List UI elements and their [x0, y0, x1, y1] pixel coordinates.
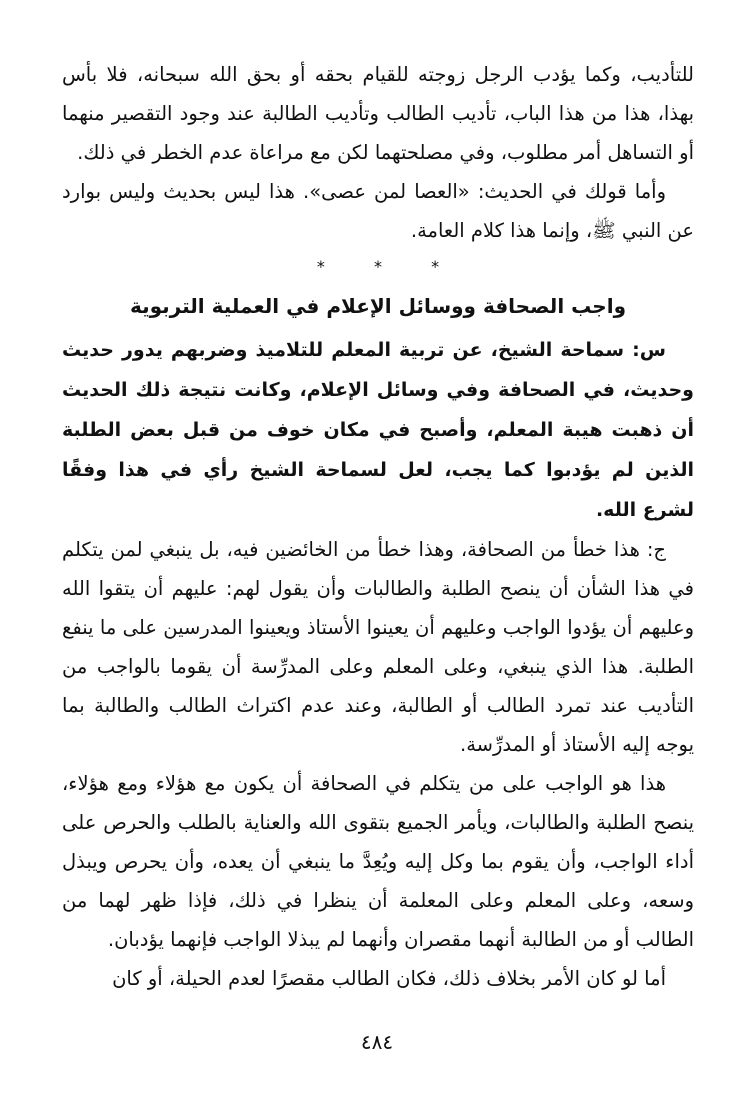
paragraph-hadith-note: وأما قولك في الحديث: «العصا لمن عصى». هذا ليس بحديث وليس بوارد عن النبي ﷺ، وإنما هذا كلام العامة. [62, 180, 694, 242]
section-separator [62, 252, 694, 282]
page-body [62, 55, 694, 998]
question-paragraph: س: سماحة الشيخ، عن تربية المعلم للتلاميذ وضربهم يدور حديث وحديث، في الصحافة وفي وسائل الإعلام، وكانت نتيجة ذلك الحديث أن ذهبت هيبة المعلم، وأصبح في مكان خوف من قبل بعض الطلبة الذين لم يؤدبوا كما يجب، لعل لسماحة الشيخ رأي في هذا وفقًا لشرع الله. [62, 339, 694, 521]
page-number: ٤٨٤ [360, 1030, 394, 1054]
paragraph-discipline: للتأديب، وكما يؤدب الرجل زوجته للقيام بحقه أو بحق الله سبحانه، فلا بأس بهذا، هذا من هذا الباب، تأديب الطالب وتأديب الطالبة عند وجود التقصير منهما أو التساهل أمر مطلوب، وفي مصلحتهما لكن مع مراعاة عدم الخطر في ذلك. [62, 63, 694, 164]
separator-star: * [316, 257, 325, 276]
paragraph-press-duty: هذا هو الواجب على من يتكلم في الصحافة أن يكون مع هؤلاء ومع هؤلاء، ينصح الطلبة والطالبات، ويأمر الجميع بتقوى الله والعناية بالطلب والحرص على أداء الواجب، وأن يقوم بما وكل إليه ويُعِدَّ ما ينبغي أن يعده، وأن يحرص ويبذل وسعه، وعلى المعلم وعلى المعلمة أن ينظرا في ذلك، فإذا ظهر لهما من الطالب أو من الطالبة أنهما مقصران وأنهما لم يبذلا الواجب فإنهما يؤدبان. [62, 772, 694, 951]
answer-paragraph: ج: هذا خطأ من الصحافة، وهذا خطأ من الخائضين فيه، بل ينبغي لمن يتكلم في هذا الشأن أن ينصح الطلبة والطالبات وأن يقول لهم: عليهم أن يتقوا الله وعليهم أن يؤدوا الواجب وعليهم أن يعينوا الأستاذ ويعينوا المدرسين على ما ينفع الطلبة. هذا الذي ينبغي، وعلى المعلم وعلى المدرِّسة أن يقوما بالواجب من التأديب عند تمرد الطالب أو الطالبة، وعند عدم اكتراث الطالب والطالبة بما يوجه إليه الأستاذ أو المدرِّسة. [62, 538, 694, 756]
section-title: واجب الصحافة ووسائل الإعلام في العملية التربوية [129, 294, 627, 318]
separator-star: * [431, 257, 440, 276]
paragraph-continuation: أما لو كان الأمر بخلاف ذلك، فكان الطالب مقصرًا لعدم الحيلة، أو كان [112, 967, 666, 990]
separator-star: * [374, 257, 382, 276]
